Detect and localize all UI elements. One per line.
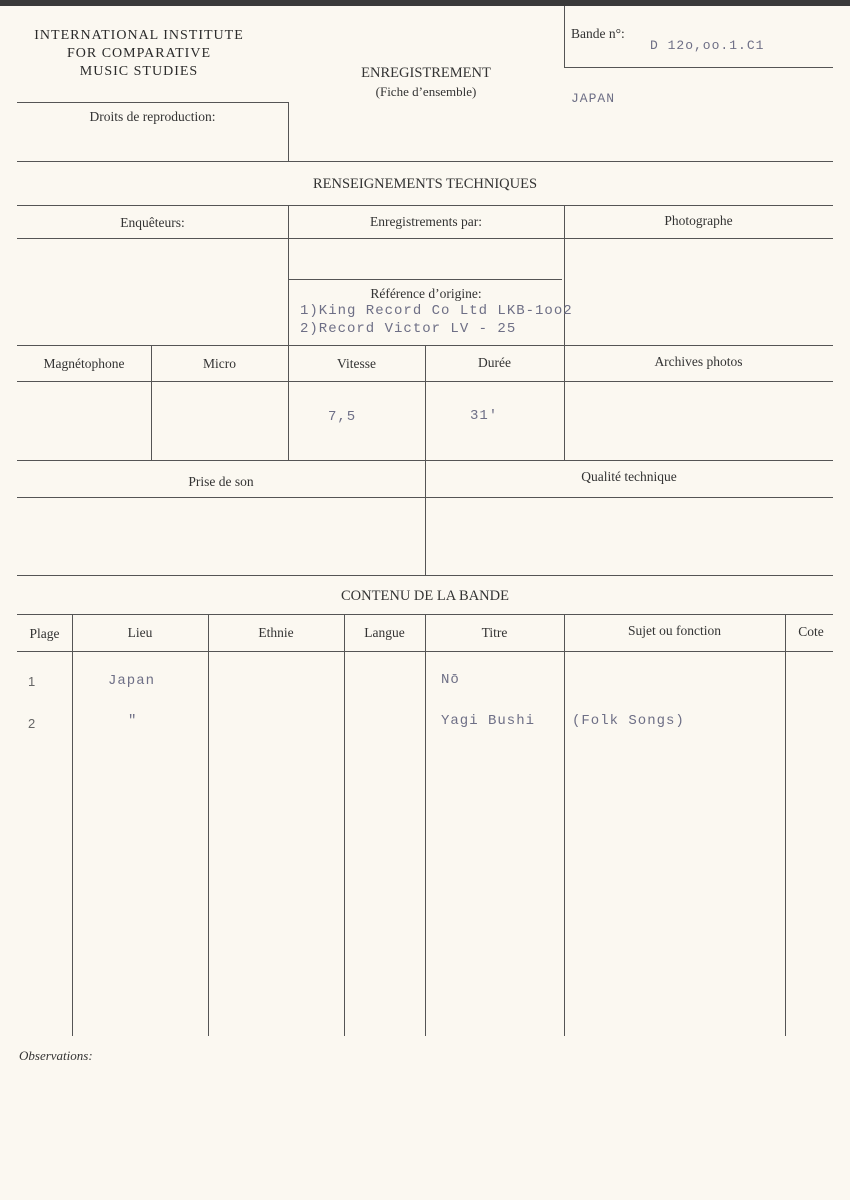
row-2-lieu: " — [128, 713, 138, 729]
magnetophone-label: Magnétophone — [43, 356, 125, 371]
col-ethnie: Ethnie — [258, 625, 294, 640]
contenu-section-title: CONTENU DE LA BANDE — [341, 588, 509, 604]
row-2-sujet: (Folk Songs) — [572, 713, 685, 729]
archives-label: Archives photos — [654, 354, 743, 369]
enqueteurs-label: Enquêteurs: — [120, 215, 185, 230]
col-lieu: Lieu — [127, 625, 153, 640]
bande-label: Bande n°: — [571, 26, 625, 41]
duree-label: Durée — [478, 355, 511, 370]
reference-line-2: 2)Record Victor LV - 25 — [300, 321, 517, 337]
col-sujet: Sujet ou fonction — [628, 623, 721, 638]
duree-value: 31' — [470, 408, 499, 424]
reference-label: Référence d’origine: — [370, 286, 482, 301]
reference-line-1: 1)King Record Co Ltd LKB-1oo2 — [300, 303, 573, 319]
institute-line-1: INTERNATIONAL INSTITUTE — [34, 28, 244, 43]
row-1-plage: 1 — [28, 674, 36, 689]
form-subtitle: (Fiche d’ensemble) — [375, 84, 477, 99]
bande-number: D 12o,oo.1.C1 — [650, 38, 765, 53]
row-1-titre: Nō — [441, 672, 460, 688]
qualite-label: Qualité technique — [581, 469, 677, 484]
col-langue: Langue — [364, 625, 405, 640]
col-titre: Titre — [481, 625, 508, 640]
row-2-titre: Yagi Bushi — [441, 713, 536, 729]
vitesse-value: 7,5 — [328, 409, 357, 425]
observations-label: Observations: — [19, 1048, 93, 1063]
micro-label: Micro — [203, 356, 236, 371]
form-title: ENREGISTREMENT — [361, 65, 491, 81]
photographe-label: Photographe — [664, 213, 733, 228]
institute-name — [16, 27, 262, 81]
row-1-lieu: Japan — [108, 673, 156, 689]
row-2-plage: 2 — [28, 716, 36, 731]
col-plage: Plage — [29, 626, 60, 641]
tech-section-title: RENSEIGNEMENTS TECHNIQUES — [312, 176, 538, 192]
enregistrements-label: Enregistrements par: — [369, 214, 483, 229]
institute-line-3: MUSIC STUDIES — [79, 64, 199, 79]
institute-line-2: FOR COMPARATIVE — [66, 46, 211, 61]
vitesse-label: Vitesse — [337, 356, 376, 371]
country-value: JAPAN — [571, 91, 616, 106]
prise-label: Prise de son — [188, 474, 254, 489]
col-cote: Cote — [798, 624, 824, 639]
droits-label: Droits de reproduction: — [89, 109, 216, 124]
